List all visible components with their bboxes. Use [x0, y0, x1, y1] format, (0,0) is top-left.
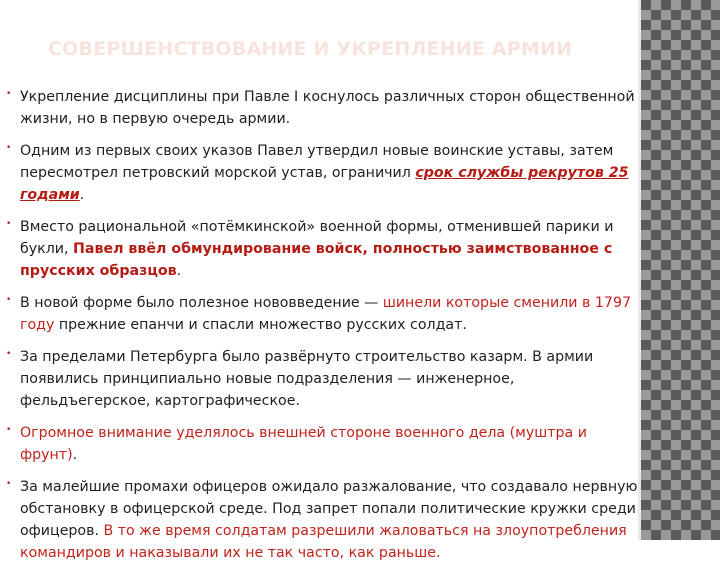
bullet-item [6, 476, 638, 564]
bullet-item [6, 140, 638, 206]
bullet-icon: • [6, 89, 12, 99]
bullet-text: В новой форме было полезное нововведение — [20, 295, 383, 311]
bullet-text: . [176, 263, 182, 279]
bullet-item [6, 422, 638, 466]
decorative-checker-band [641, 0, 720, 540]
bullet-item [6, 292, 638, 336]
bullet-text: За пределами Петербурга было развёрнуто строительство казарм. В армии появились принципиально новые подразделения — инженерное, фельдъегерское, картографическое. [20, 349, 594, 409]
bullet-text: . [79, 187, 85, 203]
bullet-icon: • [6, 295, 12, 305]
bullet-text: За малейшие промахи офицеров ожидало разжалование, что создавало нервную обстановку в офицерской среде. Под запрет попали политические кружки среди офицеров. [20, 479, 638, 539]
bullet-item [6, 346, 638, 412]
bullet-icon: • [6, 425, 12, 435]
bullet-list [6, 86, 638, 574]
bullet-icon: • [6, 219, 12, 229]
highlight-text: Огромное внимание уделялось внешней стороне военного дела (муштра и фрунт) [20, 425, 587, 463]
bullet-icon: • [6, 479, 12, 489]
bullet-text: Укрепление дисциплины при Павле I коснулось различных сторон общественной жизни, но в первую очередь армии. [20, 89, 635, 127]
bullet-icon: • [6, 349, 12, 359]
slide-title: СОВЕРШЕНСТВОВАНИЕ И УКРЕПЛЕНИЕ АРМИИ [48, 38, 573, 60]
bullet-text: прежние епанчи и спасли множество русских солдат. [54, 317, 467, 333]
bullet-text: Одним из первых своих указов Павел утвердил новые воинские уставы, затем пересмотрел петровский морской устав, ограничил [20, 143, 614, 181]
bullet-icon: • [6, 143, 12, 153]
bullet-item [6, 86, 638, 130]
bullet-text: . [72, 447, 78, 463]
bullet-text: Вместо рациональной «потёмкинской» военной формы, отменившей парики и букли, [20, 219, 614, 257]
highlight-text: В то же время солдатам разрешили жаловаться на злоупотребления командиров и наказывали их не так часто, как раньше. [20, 523, 627, 561]
highlight-text: срок службы рекрутов 25 годами [20, 165, 629, 203]
highlight-text: Павел ввёл обмундирование войск, полностью заимствованное с прусских образцов [20, 241, 613, 279]
highlight-text: шинели которые сменили в 1797 году [20, 295, 632, 333]
bullet-item [6, 216, 638, 282]
